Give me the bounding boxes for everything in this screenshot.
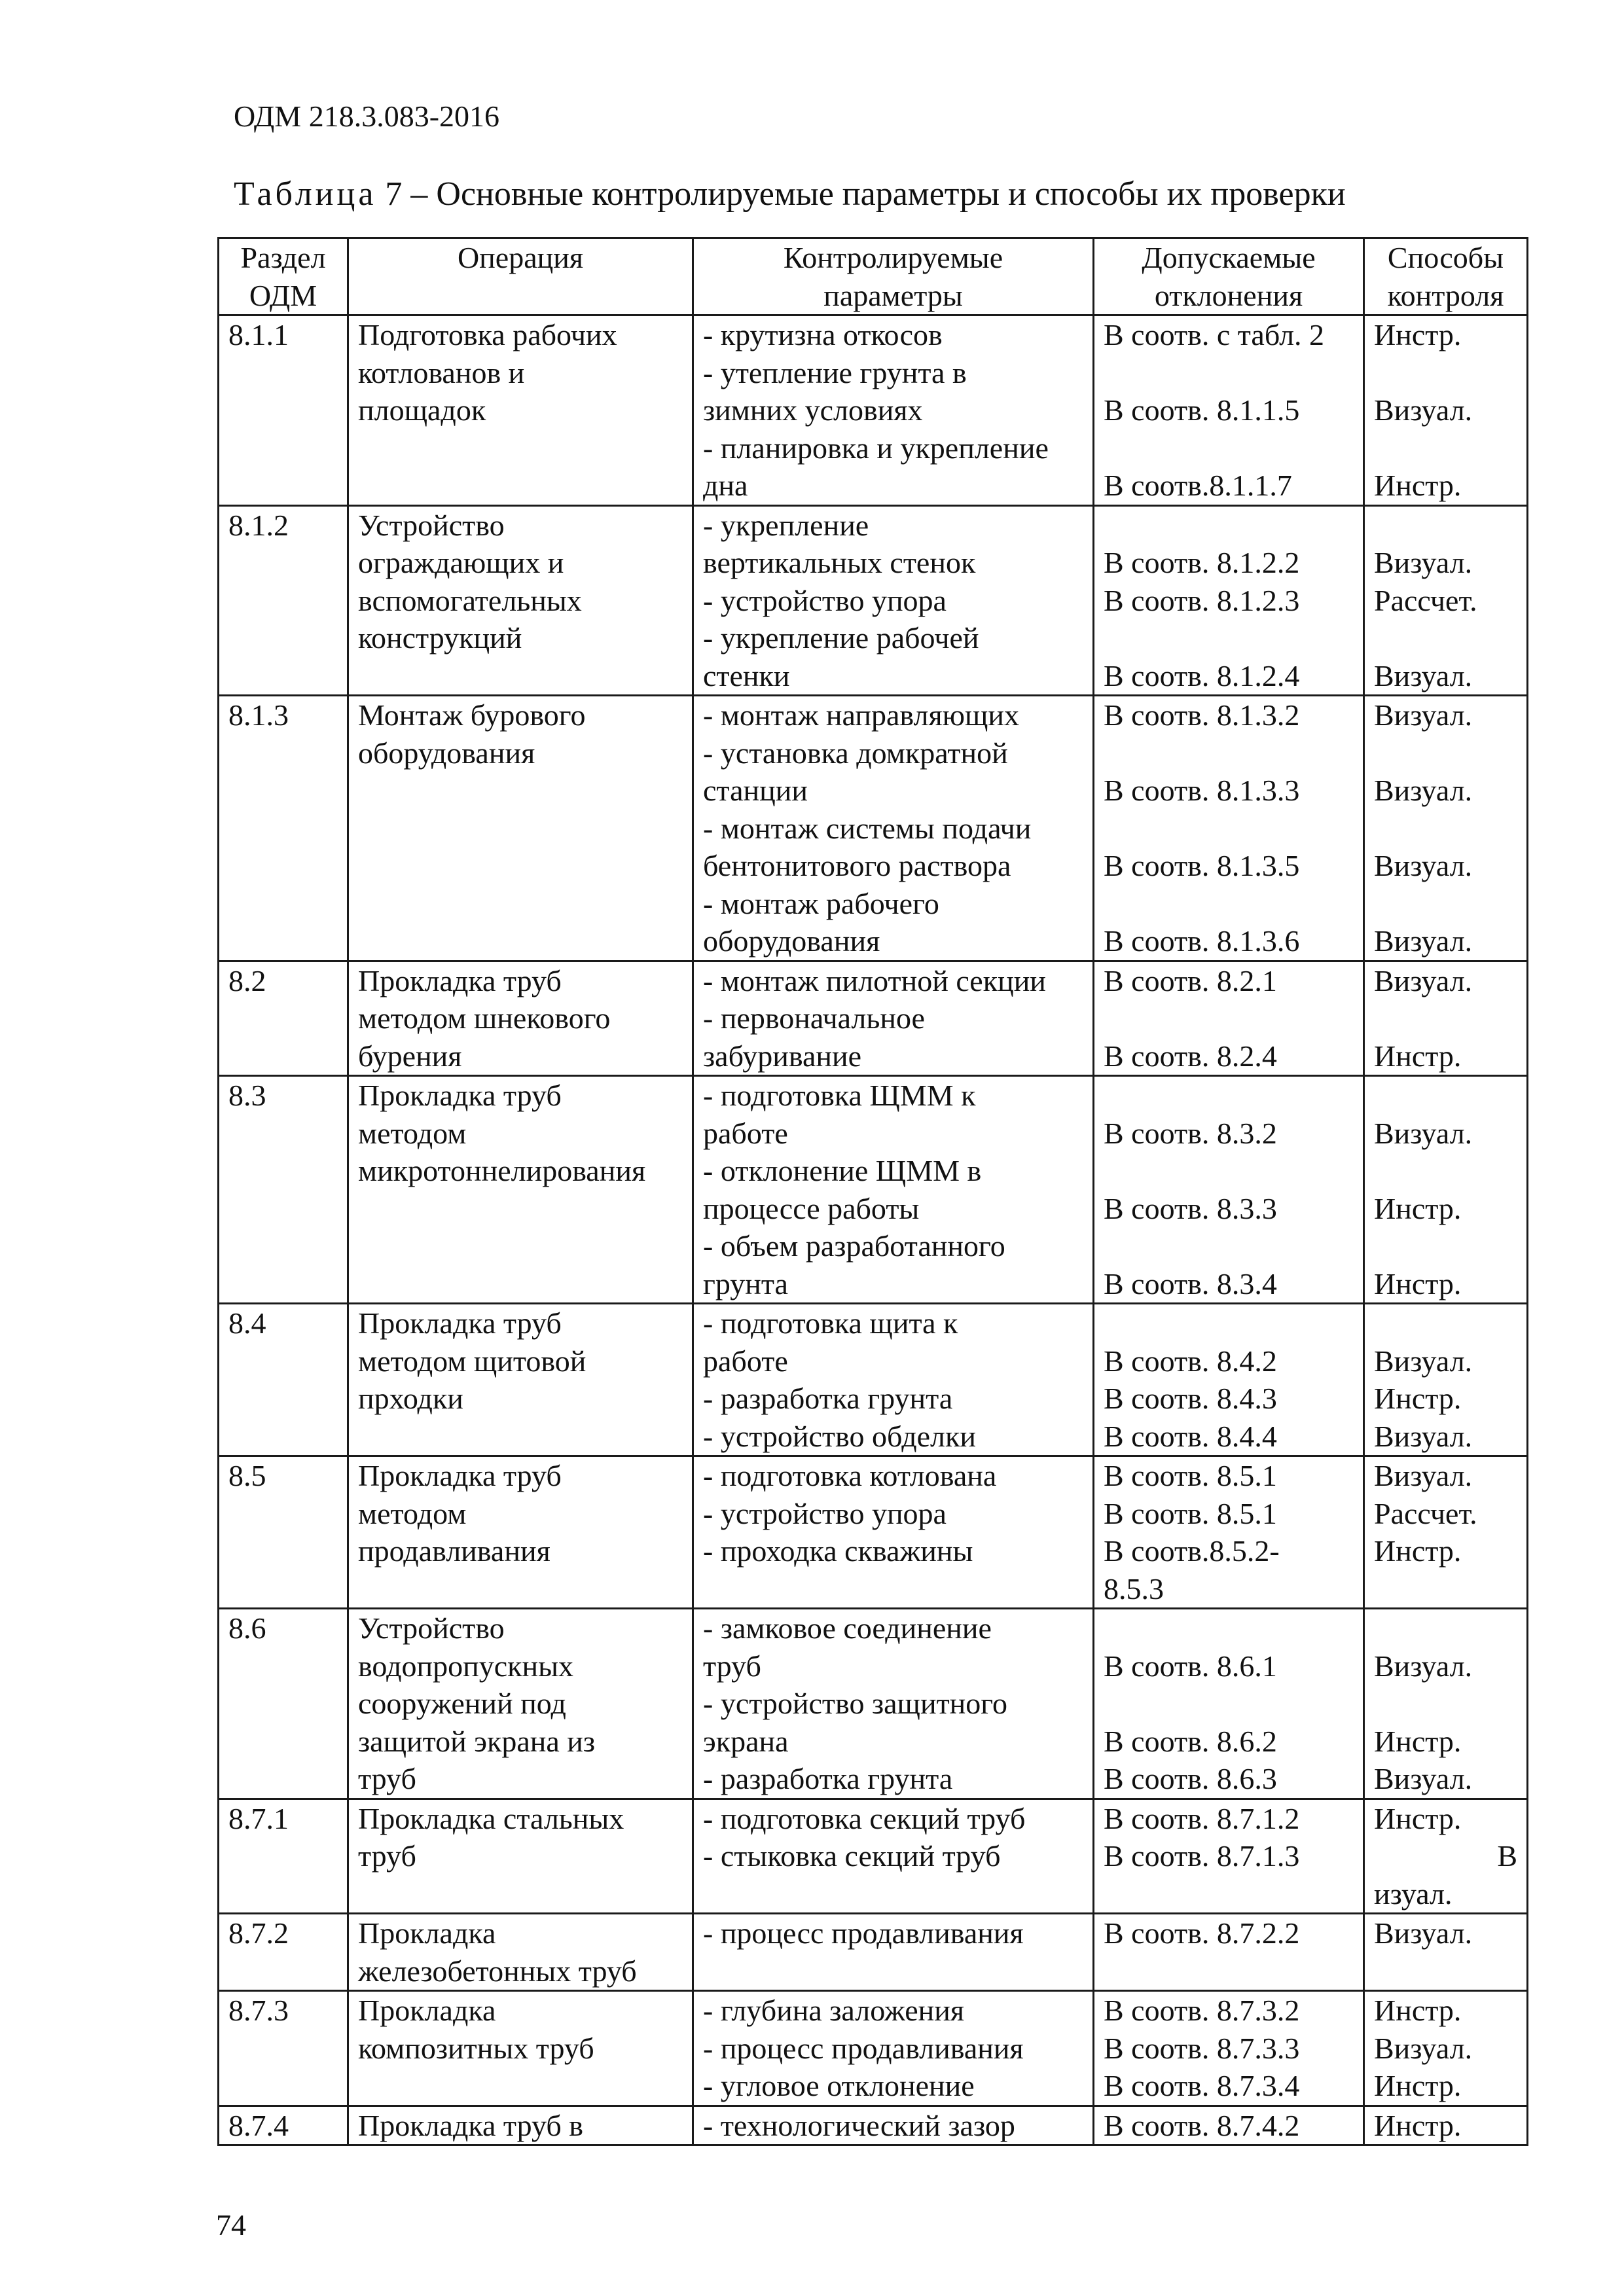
cell-line bbox=[1104, 1685, 1354, 1723]
cell-line: - монтаж системы подачи bbox=[703, 811, 1032, 845]
header-line: отклонения bbox=[1154, 278, 1303, 312]
cell-line: бурения bbox=[358, 1039, 462, 1073]
cell-line bbox=[1374, 429, 1517, 467]
cell-methods bbox=[1364, 2106, 1528, 2145]
cell-line: В соотв. 8.7.3.3 bbox=[1104, 2031, 1300, 2065]
cell-line: Инстр. bbox=[1374, 1039, 1462, 1073]
cell-line bbox=[1374, 1304, 1517, 1342]
cell-line bbox=[1104, 1227, 1354, 1265]
cell-line: В соотв. 8.6.2 bbox=[1104, 1724, 1277, 1758]
cell-line: - устройство упора bbox=[703, 583, 947, 617]
header-operation bbox=[348, 238, 693, 315]
cell-parameters bbox=[693, 1076, 1094, 1304]
header-methods bbox=[1364, 238, 1528, 315]
cell-parameters bbox=[693, 2106, 1094, 2145]
cell-line: В соотв. 8.4.4 bbox=[1104, 1419, 1277, 1453]
cell-operation bbox=[348, 1914, 693, 1991]
cell-line: - проходка скважины bbox=[703, 1534, 973, 1568]
cell-line: - технологический зазор bbox=[703, 2108, 1015, 2142]
cell-line: - укрепление рабочей bbox=[703, 621, 979, 655]
cell-line: зимних условиях bbox=[703, 393, 923, 427]
cell-line: Инстр. bbox=[1374, 1724, 1462, 1758]
cell-parameters bbox=[693, 1799, 1094, 1914]
cell-line: 8.5.3 bbox=[1104, 1571, 1164, 1605]
header-line: параметры bbox=[823, 278, 963, 312]
cell-line: В соотв. с табл. 2 bbox=[1104, 318, 1325, 351]
header-line: Операция bbox=[457, 241, 584, 274]
cell-line: Устройство bbox=[358, 508, 505, 542]
cell-line: Визуал. bbox=[1374, 1116, 1473, 1150]
cell-methods bbox=[1364, 1991, 1528, 2106]
cell-line bbox=[1104, 354, 1354, 392]
cell-line: Визуал. bbox=[1374, 1916, 1473, 1950]
cell-line: - процесс продавливания bbox=[703, 2031, 1024, 2065]
cell-parameters bbox=[693, 1304, 1094, 1456]
cell-line: - стыковка секций труб bbox=[703, 1839, 1001, 1873]
cell-operation bbox=[348, 2106, 693, 2145]
cell-parameters bbox=[693, 1456, 1094, 1609]
cell-line: процессе работы bbox=[703, 1191, 920, 1225]
table-row bbox=[219, 1609, 1528, 1799]
cell-line: грунта bbox=[703, 1266, 788, 1300]
cell-line: Прокладка стальных bbox=[358, 1801, 624, 1835]
cell-line: продавливания bbox=[358, 1534, 550, 1568]
cell-line: Устройство bbox=[358, 1611, 505, 1645]
cell-line bbox=[1374, 1609, 1517, 1647]
cell-operation bbox=[348, 1456, 693, 1609]
cell-line: 8.5 bbox=[228, 1459, 266, 1492]
cell-line: - устройство защитного bbox=[703, 1687, 1008, 1720]
header-line: контроля bbox=[1387, 278, 1504, 312]
cell-tolerances bbox=[1094, 1799, 1364, 1914]
cell-line: В соотв. 8.2.1 bbox=[1104, 963, 1277, 997]
cell-line: методом щитовой bbox=[358, 1344, 586, 1378]
header-line: Допускаемые bbox=[1142, 241, 1316, 274]
cell-line: В соотв. 8.3.2 bbox=[1104, 1116, 1277, 1150]
cell-line: Инстр. bbox=[1374, 2069, 1462, 2102]
cell-line: В соотв. 8.7.4.2 bbox=[1104, 2108, 1300, 2142]
cell-tolerances bbox=[1094, 2106, 1364, 2145]
cell-line: 8.1.2 bbox=[228, 508, 289, 542]
table-row bbox=[219, 1991, 1528, 2106]
cell-line: В соотв. 8.1.2.3 bbox=[1104, 583, 1300, 617]
cell-section bbox=[219, 1799, 348, 1914]
cell-parameters bbox=[693, 961, 1094, 1076]
cell-line: экрана bbox=[703, 1724, 789, 1758]
cell-line: Визуал. bbox=[1374, 2031, 1473, 2065]
table-row bbox=[219, 961, 1528, 1076]
cell-parameters bbox=[693, 1609, 1094, 1799]
cell-line: В соотв. 8.6.3 bbox=[1104, 1762, 1277, 1795]
cell-line: 8.7.3 bbox=[228, 1994, 289, 2027]
cell-line: - укрепление bbox=[703, 508, 869, 542]
cell-methods bbox=[1364, 1076, 1528, 1304]
header-parameters bbox=[693, 238, 1094, 315]
cell-line: В соотв. 8.1.3.6 bbox=[1104, 924, 1300, 958]
cell-tolerances bbox=[1094, 315, 1364, 506]
cell-tolerances bbox=[1094, 1914, 1364, 1991]
cell-line: Визуал. bbox=[1374, 924, 1473, 958]
header-line: ОДМ bbox=[249, 278, 317, 312]
cell-line: В соотв. 8.5.1 bbox=[1104, 1459, 1277, 1492]
cell-line: ограждающих и bbox=[358, 546, 564, 579]
cell-line: 8.7.4 bbox=[228, 2108, 289, 2142]
cell-line bbox=[1374, 354, 1517, 392]
cell-line: забуривание bbox=[703, 1039, 862, 1073]
cell-line: В соотв. 8.1.3.3 bbox=[1104, 774, 1300, 807]
cell-line bbox=[1104, 734, 1354, 772]
cell-line bbox=[1374, 1077, 1517, 1115]
cell-line: - подготовка секций труб bbox=[703, 1801, 1026, 1835]
cell-line: Инстр. bbox=[1374, 1266, 1462, 1300]
cell-line: котлованов и bbox=[358, 355, 525, 389]
cell-line bbox=[1104, 619, 1354, 657]
table-row bbox=[219, 1304, 1528, 1456]
cell-line: - разработка грунта bbox=[703, 1762, 953, 1795]
cell-methods bbox=[1364, 1456, 1528, 1609]
cell-section bbox=[219, 505, 348, 696]
cell-line: Инстр. bbox=[1374, 1801, 1462, 1835]
table-caption bbox=[234, 171, 1530, 217]
cell-line: Рассчет. bbox=[1374, 1496, 1477, 1530]
cell-tolerances bbox=[1094, 1609, 1364, 1799]
cell-methods bbox=[1364, 961, 1528, 1076]
cell-section bbox=[219, 696, 348, 961]
cell-line: - замковое соединение bbox=[703, 1611, 992, 1645]
header-line: Контролируемые bbox=[783, 241, 1003, 274]
cell-line: Визуал. bbox=[1374, 1344, 1473, 1378]
cell-line: В соотв. 8.7.2.2 bbox=[1104, 1916, 1300, 1950]
cell-tolerances bbox=[1094, 1991, 1364, 2106]
cell-line: - монтаж направляющих bbox=[703, 698, 1019, 732]
cell-methods bbox=[1364, 505, 1528, 696]
cell-operation bbox=[348, 1991, 693, 2106]
cell-operation bbox=[348, 1304, 693, 1456]
cell-line: оборудования bbox=[358, 736, 535, 770]
cell-line: Прокладка труб в bbox=[358, 2108, 583, 2142]
cell-methods bbox=[1364, 1609, 1528, 1799]
cell-line: Визуал. bbox=[1374, 1762, 1473, 1795]
cell-line: 8.4 bbox=[228, 1306, 266, 1340]
cell-line: 8.1.1 bbox=[228, 318, 289, 351]
cell-line: В соотв.8.1.1.7 bbox=[1104, 469, 1292, 502]
header-line: Способы bbox=[1387, 241, 1504, 274]
cell-line: В соотв. 8.1.3.5 bbox=[1104, 849, 1300, 882]
cell-section bbox=[219, 315, 348, 506]
cell-line: изуал. bbox=[1374, 1876, 1453, 1910]
cell-tolerances bbox=[1094, 1456, 1364, 1609]
cell-section bbox=[219, 1609, 348, 1799]
cell-tolerances bbox=[1094, 1076, 1364, 1304]
cell-line: В соотв.8.5.2- bbox=[1104, 1534, 1280, 1568]
cell-line: - устройство обделки bbox=[703, 1419, 976, 1453]
table-row bbox=[219, 696, 1528, 961]
cell-line: - угловое отклонение bbox=[703, 2069, 975, 2102]
cell-line: Инстр. bbox=[1374, 1534, 1462, 1568]
cell-line: - подготовка котлована bbox=[703, 1459, 997, 1492]
cell-section bbox=[219, 1991, 348, 2106]
cell-line: методом bbox=[358, 1116, 467, 1150]
cell-line: - утепление грунта в bbox=[703, 355, 967, 389]
cell-line: В соотв. 8.1.1.5 bbox=[1104, 393, 1300, 427]
cell-line: Инстр. bbox=[1374, 1994, 1462, 2027]
cell-operation bbox=[348, 696, 693, 961]
cell-line: В соотв. 8.4.2 bbox=[1104, 1344, 1277, 1378]
cell-line: 8.3 bbox=[228, 1079, 266, 1112]
header-line: Раздел bbox=[240, 241, 326, 274]
cell-line: В соотв. 8.7.1.3 bbox=[1104, 1839, 1300, 1873]
cell-line: - подготовка ЩММ к bbox=[703, 1079, 976, 1112]
cell-section bbox=[219, 1076, 348, 1304]
cell-line bbox=[1374, 999, 1517, 1037]
cell-line bbox=[1104, 810, 1354, 848]
cell-line: Визуал. bbox=[1374, 698, 1473, 732]
cell-line: - планировка и укрепление bbox=[703, 431, 1049, 465]
cell-section bbox=[219, 1304, 348, 1456]
cell-line: Прокладка bbox=[358, 1994, 496, 2027]
cell-line bbox=[1374, 810, 1517, 848]
cell-line: Прокладка труб bbox=[358, 963, 562, 997]
cell-line: бентонитового раствора bbox=[703, 849, 1011, 882]
cell-line: труб bbox=[703, 1649, 761, 1683]
cell-line: - объем разработанного bbox=[703, 1229, 1005, 1263]
cell-line bbox=[1104, 1152, 1354, 1190]
cell-tolerances bbox=[1094, 696, 1364, 961]
cell-methods bbox=[1364, 696, 1528, 961]
cell-line: методом bbox=[358, 1496, 467, 1530]
cell-line: Визуал. bbox=[1374, 393, 1473, 427]
cell-line: В соотв. 8.5.1 bbox=[1104, 1496, 1277, 1530]
cell-line: композитных труб bbox=[358, 2031, 594, 2065]
cell-line: В соотв. 8.3.3 bbox=[1104, 1191, 1277, 1225]
cell-tolerances bbox=[1094, 1304, 1364, 1456]
header-section bbox=[219, 238, 348, 315]
cell-line: Инстр. bbox=[1374, 318, 1462, 351]
cell-line bbox=[1374, 619, 1517, 657]
cell-operation bbox=[348, 1609, 693, 1799]
cell-line: - монтаж рабочего bbox=[703, 886, 939, 920]
cell-line: вертикальных стенок bbox=[703, 546, 976, 579]
cell-line bbox=[1104, 1077, 1354, 1115]
cell-line: 8.2 bbox=[228, 963, 266, 997]
cell-line: Прокладка bbox=[358, 1916, 496, 1950]
cell-line bbox=[1374, 1227, 1517, 1265]
cell-line: Визуал. bbox=[1374, 1459, 1473, 1492]
cell-line bbox=[1104, 1304, 1354, 1342]
table-row bbox=[219, 2106, 1528, 2145]
cell-line: Инстр. bbox=[1374, 1382, 1462, 1415]
cell-line: В соотв. 8.2.4 bbox=[1104, 1039, 1277, 1073]
cell-section bbox=[219, 1914, 348, 1991]
cell-line: - процесс продавливания bbox=[703, 1916, 1024, 1950]
control-parameters-table bbox=[217, 237, 1528, 2146]
cell-line: Прокладка труб bbox=[358, 1079, 562, 1112]
cell-section bbox=[219, 2106, 348, 2145]
cell-line: защитой экрана из bbox=[358, 1724, 596, 1758]
cell-parameters bbox=[693, 1914, 1094, 1991]
cell-line: микротоннелирования bbox=[358, 1154, 646, 1187]
cell-section bbox=[219, 1456, 348, 1609]
cell-line bbox=[1104, 507, 1354, 545]
cell-line: оборудования bbox=[703, 924, 880, 958]
cell-line: 8.7.1 bbox=[228, 1801, 289, 1835]
cell-line: В соотв. 8.7.1.2 bbox=[1104, 1801, 1300, 1835]
cell-line: Монтаж бурового bbox=[358, 698, 586, 732]
cell-line bbox=[1374, 507, 1517, 545]
cell-line: 8.7.2 bbox=[228, 1916, 289, 1950]
cell-operation bbox=[348, 1076, 693, 1304]
cell-line: вспомогательных bbox=[358, 583, 582, 617]
cell-parameters bbox=[693, 315, 1094, 506]
cell-line: 8.6 bbox=[228, 1611, 266, 1645]
cell-line: - устройство упора bbox=[703, 1496, 947, 1530]
cell-line: - установка домкратной bbox=[703, 736, 1008, 770]
table-caption-label: Таблица bbox=[234, 175, 377, 213]
cell-line bbox=[1374, 734, 1517, 772]
cell-line: железобетонных труб bbox=[358, 1954, 637, 1988]
cell-line: - глубина заложения bbox=[703, 1994, 965, 2027]
cell-line: Инстр. bbox=[1374, 2108, 1462, 2142]
cell-line: - первоначальное bbox=[703, 1001, 925, 1035]
cell-methods bbox=[1364, 1304, 1528, 1456]
cell-line: В соотв. 8.1.2.2 bbox=[1104, 546, 1300, 579]
header-tolerances bbox=[1094, 238, 1364, 315]
cell-tolerances bbox=[1094, 505, 1364, 696]
cell-line: - разработка грунта bbox=[703, 1382, 953, 1415]
cell-operation bbox=[348, 315, 693, 506]
cell-line: В соотв. 8.1.2.4 bbox=[1104, 658, 1300, 692]
cell-parameters bbox=[693, 505, 1094, 696]
cell-line: Визуал. bbox=[1374, 1649, 1473, 1683]
cell-line: конструкций bbox=[358, 621, 522, 655]
cell-line bbox=[1104, 429, 1354, 467]
cell-line: площадок bbox=[358, 393, 486, 427]
cell-line: станции bbox=[703, 774, 808, 807]
cell-line bbox=[1374, 885, 1517, 923]
cell-section bbox=[219, 961, 348, 1076]
cell-line: В соотв. 8.4.3 bbox=[1104, 1382, 1277, 1415]
table-caption-text: 7 – Основные контролируемые параметры и способы их проверки bbox=[376, 175, 1346, 213]
cell-line: В соотв. 8.7.3.4 bbox=[1104, 2069, 1300, 2102]
table-body bbox=[219, 315, 1528, 2145]
cell-line: Визуал. bbox=[1374, 774, 1473, 807]
cell-line: Инстр. bbox=[1374, 1191, 1462, 1225]
cell-line: Рассчет. bbox=[1374, 583, 1477, 617]
cell-line: В соотв. 8.1.3.2 bbox=[1104, 698, 1300, 732]
cell-line bbox=[1104, 885, 1354, 923]
cell-line: Прокладка труб bbox=[358, 1459, 562, 1492]
cell-operation bbox=[348, 505, 693, 696]
table-row bbox=[219, 1456, 1528, 1609]
cell-line bbox=[1374, 1685, 1517, 1723]
cell-methods bbox=[1364, 315, 1528, 506]
cell-line: работе bbox=[703, 1344, 788, 1378]
cell-line: методом шнекового bbox=[358, 1001, 611, 1035]
table-row bbox=[219, 1914, 1528, 1991]
cell-line: В соотв. 8.6.1 bbox=[1104, 1649, 1277, 1683]
table-row bbox=[219, 1799, 1528, 1914]
cell-line: Визуал. bbox=[1374, 1419, 1473, 1453]
cell-line: сооружений под bbox=[358, 1687, 566, 1720]
cell-line: водопропускных bbox=[358, 1649, 574, 1683]
cell-line: - подготовка щита к bbox=[703, 1306, 958, 1340]
cell-tolerances bbox=[1094, 961, 1364, 1076]
cell-line: Инстр. bbox=[1374, 469, 1462, 502]
cell-line: 8.1.3 bbox=[228, 698, 289, 732]
table-row bbox=[219, 315, 1528, 506]
table-header-row bbox=[219, 238, 1528, 315]
cell-line bbox=[1104, 999, 1354, 1037]
table-row bbox=[219, 1076, 1528, 1304]
cell-line: Визуал. bbox=[1374, 658, 1473, 692]
cell-methods bbox=[1364, 1799, 1528, 1914]
cell-line: В соотв. 8.3.4 bbox=[1104, 1266, 1277, 1300]
cell-line: труб bbox=[358, 1839, 416, 1873]
cell-line: Визуал. bbox=[1374, 849, 1473, 882]
cell-line bbox=[1104, 1609, 1354, 1647]
cell-line: - монтаж пилотной секции bbox=[703, 963, 1046, 997]
cell-operation bbox=[348, 1799, 693, 1914]
page-number: 74 bbox=[216, 2208, 246, 2242]
cell-parameters bbox=[693, 1991, 1094, 2106]
cell-line: В соотв. 8.7.3.2 bbox=[1104, 1994, 1300, 2027]
cell-line: труб bbox=[358, 1762, 416, 1795]
cell-line: Подготовка рабочих bbox=[358, 318, 617, 351]
cell-line bbox=[1374, 1152, 1517, 1190]
cell-operation bbox=[348, 961, 693, 1076]
cell-line: Визуал. bbox=[1374, 963, 1473, 997]
cell-parameters bbox=[693, 696, 1094, 961]
cell-line: - отклонение ЩММ в bbox=[703, 1154, 982, 1187]
cell-line: В bbox=[1497, 1839, 1517, 1873]
cell-line: работе bbox=[703, 1116, 788, 1150]
cell-methods bbox=[1364, 1914, 1528, 1991]
cell-line: Визуал. bbox=[1374, 546, 1473, 579]
table-row bbox=[219, 505, 1528, 696]
cell-line: стенки bbox=[703, 658, 790, 692]
cell-line: - крутизна откосов bbox=[703, 318, 943, 351]
cell-line: дна bbox=[703, 469, 748, 502]
cell-line: прходки bbox=[358, 1382, 463, 1415]
cell-line: Прокладка труб bbox=[358, 1306, 562, 1340]
document-code: ОДМ 218.3.083-2016 bbox=[234, 99, 500, 133]
